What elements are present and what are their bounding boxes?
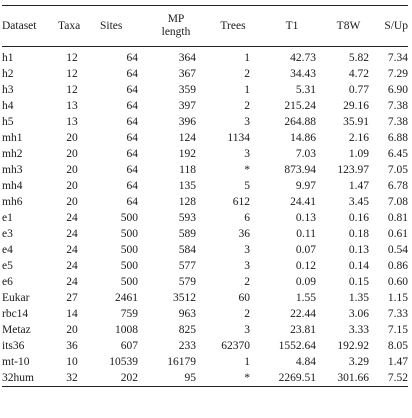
cell-speedup: 1.47 <box>387 356 408 368</box>
cell-t8w: 0.16 <box>348 212 369 224</box>
cell-taxa: 24 <box>66 260 78 272</box>
cell-dataset: mh3 <box>2 164 23 176</box>
table-row <box>2 66 408 82</box>
cell-sites: 64 <box>126 164 138 176</box>
cell-trees: * <box>244 164 250 176</box>
col-header-t1: T1 <box>285 19 299 32</box>
cell-taxa: 20 <box>66 164 78 176</box>
cell-dataset: mh6 <box>2 196 23 208</box>
cell-mp-length: 589 <box>178 228 196 240</box>
cell-dataset: Metaz <box>2 324 31 336</box>
cell-t8w: 1.47 <box>348 180 369 192</box>
cell-sites: 10539 <box>109 356 138 368</box>
table-row <box>2 306 408 322</box>
cell-sites: 500 <box>120 212 138 224</box>
table-row <box>2 146 408 162</box>
cell-t1: 0.13 <box>295 212 316 224</box>
cell-taxa: 12 <box>66 68 78 80</box>
cell-t8w: 0.77 <box>348 84 369 96</box>
table-row <box>2 210 408 226</box>
cell-sites: 64 <box>126 84 138 96</box>
cell-dataset: mt-10 <box>2 356 30 368</box>
cell-dataset: mh2 <box>2 148 23 160</box>
cell-trees: 1 <box>244 356 250 368</box>
cell-taxa: 10 <box>66 356 78 368</box>
table-row <box>2 290 408 306</box>
cell-trees: * <box>244 372 250 384</box>
cell-mp-length: 579 <box>178 276 196 288</box>
col-header-trees: Trees <box>220 19 246 32</box>
cell-dataset: e3 <box>2 228 13 240</box>
cell-t8w: 3.45 <box>348 196 369 208</box>
table-row <box>2 242 408 258</box>
cell-taxa: 20 <box>66 324 78 336</box>
cell-dataset: Eukar <box>2 292 30 304</box>
cell-taxa: 20 <box>66 180 78 192</box>
cell-dataset: h3 <box>2 84 14 96</box>
cell-t8w: 3.06 <box>348 308 369 320</box>
cell-speedup: 7.52 <box>387 372 408 384</box>
table-row <box>2 82 408 98</box>
cell-speedup: 6.45 <box>387 148 408 160</box>
cell-speedup: 6.90 <box>387 84 408 96</box>
cell-trees: 3 <box>244 148 250 160</box>
cell-t1: 1552.64 <box>278 340 316 352</box>
cell-t8w: 2.16 <box>348 132 369 144</box>
cell-mp-length: 577 <box>178 260 196 272</box>
cell-speedup: 0.61 <box>387 228 408 240</box>
cell-speedup: 8.05 <box>387 340 408 352</box>
table-row <box>2 47 408 67</box>
cell-speedup: 6.88 <box>387 132 408 144</box>
cell-dataset: h2 <box>2 68 14 80</box>
cell-t8w: 1.09 <box>348 148 369 160</box>
cell-t1: 14.86 <box>290 132 316 144</box>
cell-speedup: 7.05 <box>387 164 408 176</box>
cell-taxa: 13 <box>66 116 78 128</box>
cell-sites: 64 <box>126 148 138 160</box>
results-table <box>2 5 408 387</box>
cell-taxa: 24 <box>66 228 78 240</box>
cell-taxa: 20 <box>66 196 78 208</box>
cell-sites: 64 <box>126 68 138 80</box>
cell-mp-length: 359 <box>178 84 196 96</box>
cell-dataset: h5 <box>2 116 14 128</box>
cell-taxa: 24 <box>66 244 78 256</box>
cell-sites: 1008 <box>115 324 138 336</box>
cell-taxa: 12 <box>66 84 78 96</box>
cell-t1: 2269.51 <box>278 372 316 384</box>
col-header-mp-length: MP length <box>161 13 191 38</box>
cell-mp-length: 128 <box>178 196 196 208</box>
cell-speedup: 6.78 <box>387 180 408 192</box>
cell-sites: 64 <box>126 180 138 192</box>
cell-dataset: e1 <box>2 212 13 224</box>
cell-t8w: 29.16 <box>343 100 369 112</box>
cell-t1: 0.11 <box>296 228 316 240</box>
header-row <box>2 6 408 47</box>
cell-t8w: 0.13 <box>348 244 369 256</box>
cell-t1: 5.31 <box>295 84 316 96</box>
table-row <box>2 98 408 114</box>
table-row <box>2 114 408 130</box>
cell-speedup: 7.38 <box>387 116 408 128</box>
table-row <box>2 338 408 354</box>
cell-mp-length: 233 <box>178 340 196 352</box>
cell-sites: 64 <box>126 132 138 144</box>
cell-speedup: 0.81 <box>387 212 408 224</box>
cell-mp-length: 135 <box>178 180 196 192</box>
cell-speedup: 7.38 <box>387 100 408 112</box>
cell-t1: 7.03 <box>295 148 316 160</box>
cell-trees: 60 <box>238 292 250 304</box>
cell-mp-length: 192 <box>178 148 196 160</box>
cell-taxa: 12 <box>66 52 78 64</box>
cell-mp-length: 124 <box>178 132 196 144</box>
cell-taxa: 20 <box>66 132 78 144</box>
cell-t8w: 3.29 <box>348 356 369 368</box>
cell-speedup: 7.34 <box>387 52 408 64</box>
col-header-taxa: Taxa <box>58 19 81 32</box>
cell-speedup: 7.08 <box>387 196 408 208</box>
cell-trees: 3 <box>244 116 250 128</box>
cell-taxa: 32 <box>66 372 78 384</box>
cell-t1: 1.55 <box>295 292 316 304</box>
cell-trees: 2 <box>244 100 250 112</box>
cell-trees: 3 <box>244 260 250 272</box>
cell-sites: 202 <box>120 372 138 384</box>
cell-trees: 2 <box>244 276 250 288</box>
cell-dataset: h4 <box>2 100 14 112</box>
cell-sites: 64 <box>126 196 138 208</box>
cell-mp-length: 3512 <box>173 292 196 304</box>
cell-mp-length: 963 <box>178 308 196 320</box>
cell-taxa: 24 <box>66 276 78 288</box>
cell-trees: 5 <box>244 180 250 192</box>
table-row <box>2 370 408 387</box>
cell-t8w: 1.35 <box>348 292 369 304</box>
table-row <box>2 322 408 338</box>
cell-dataset: e5 <box>2 260 13 272</box>
cell-taxa: 36 <box>66 340 78 352</box>
cell-t1: 42.73 <box>290 52 316 64</box>
table-row <box>2 258 408 274</box>
cell-t1: 0.07 <box>295 244 316 256</box>
col-header-speedup: S/Up <box>384 19 408 32</box>
cell-t8w: 5.82 <box>348 52 369 64</box>
cell-sites: 500 <box>120 228 138 240</box>
col-header-dataset: Dataset <box>2 19 37 32</box>
cell-speedup: 0.54 <box>387 244 408 256</box>
cell-t8w: 3.33 <box>348 324 369 336</box>
table-row <box>2 130 408 146</box>
cell-mp-length: 584 <box>178 244 196 256</box>
cell-t1: 0.09 <box>295 276 316 288</box>
cell-trees: 1 <box>244 52 250 64</box>
cell-taxa: 27 <box>66 292 78 304</box>
table-row <box>2 162 408 178</box>
cell-mp-length: 95 <box>184 372 196 384</box>
cell-trees: 2 <box>244 308 250 320</box>
col-header-sites: Sites <box>100 19 123 32</box>
cell-speedup: 7.33 <box>387 308 408 320</box>
cell-sites: 607 <box>120 340 138 352</box>
cell-trees: 6 <box>244 212 250 224</box>
cell-dataset: its36 <box>2 340 25 352</box>
cell-t1: 264.88 <box>284 116 316 128</box>
cell-speedup: 1.15 <box>387 292 408 304</box>
table-row <box>2 274 408 290</box>
cell-mp-length: 825 <box>178 324 196 336</box>
cell-trees: 1 <box>244 84 250 96</box>
cell-speedup: 0.86 <box>387 260 408 272</box>
cell-mp-length: 16179 <box>167 356 196 368</box>
cell-t1: 24.41 <box>290 196 316 208</box>
cell-mp-length: 593 <box>178 212 196 224</box>
cell-sites: 500 <box>120 244 138 256</box>
cell-taxa: 20 <box>66 148 78 160</box>
cell-t8w: 0.18 <box>348 228 369 240</box>
cell-t8w: 0.15 <box>348 276 369 288</box>
cell-trees: 36 <box>238 228 250 240</box>
cell-t1: 22.44 <box>290 308 316 320</box>
cell-trees: 2 <box>244 68 250 80</box>
cell-sites: 2461 <box>115 292 138 304</box>
cell-sites: 64 <box>126 100 138 112</box>
cell-t1: 34.43 <box>290 68 316 80</box>
cell-t8w: 35.91 <box>343 116 369 128</box>
cell-trees: 62370 <box>221 340 250 352</box>
cell-speedup: 0.60 <box>387 276 408 288</box>
cell-dataset: e4 <box>2 244 13 256</box>
cell-dataset: h1 <box>2 52 14 64</box>
cell-trees: 612 <box>232 196 250 208</box>
col-header-t8w: T8W <box>336 19 361 32</box>
table-row <box>2 354 408 370</box>
cell-taxa: 14 <box>66 308 78 320</box>
cell-dataset: mh1 <box>2 132 23 144</box>
cell-sites: 64 <box>126 52 138 64</box>
cell-t1: 215.24 <box>284 100 316 112</box>
cell-sites: 500 <box>120 260 138 272</box>
table-row <box>2 194 408 210</box>
cell-t8w: 0.14 <box>348 260 369 272</box>
cell-dataset: mh4 <box>2 180 23 192</box>
cell-taxa: 24 <box>66 212 78 224</box>
cell-t8w: 192.92 <box>337 340 369 352</box>
cell-t1: 23.81 <box>290 324 316 336</box>
cell-t8w: 301.66 <box>337 372 369 384</box>
cell-dataset: e6 <box>2 276 13 288</box>
cell-t1: 4.84 <box>295 356 316 368</box>
cell-sites: 759 <box>120 308 138 320</box>
cell-trees: 3 <box>244 244 250 256</box>
cell-dataset: 32hum <box>2 372 34 384</box>
cell-dataset: rbc14 <box>2 308 29 320</box>
cell-sites: 500 <box>120 276 138 288</box>
cell-mp-length: 118 <box>179 164 196 176</box>
table-row <box>2 178 408 194</box>
cell-taxa: 13 <box>66 100 78 112</box>
cell-speedup: 7.15 <box>387 324 408 336</box>
cell-t8w: 123.97 <box>337 164 369 176</box>
cell-trees: 3 <box>244 324 250 336</box>
cell-mp-length: 397 <box>178 100 196 112</box>
cell-mp-length: 364 <box>178 52 196 64</box>
cell-mp-length: 396 <box>178 116 196 128</box>
cell-sites: 64 <box>126 116 138 128</box>
cell-t8w: 4.72 <box>348 68 369 80</box>
cell-t1: 9.97 <box>295 180 316 192</box>
table-row <box>2 226 408 242</box>
cell-t1: 0.12 <box>295 260 316 272</box>
cell-speedup: 7.29 <box>387 68 408 80</box>
cell-mp-length: 367 <box>178 68 196 80</box>
table-body <box>2 47 408 387</box>
cell-t1: 873.94 <box>284 164 316 176</box>
cell-trees: 1134 <box>227 132 250 144</box>
